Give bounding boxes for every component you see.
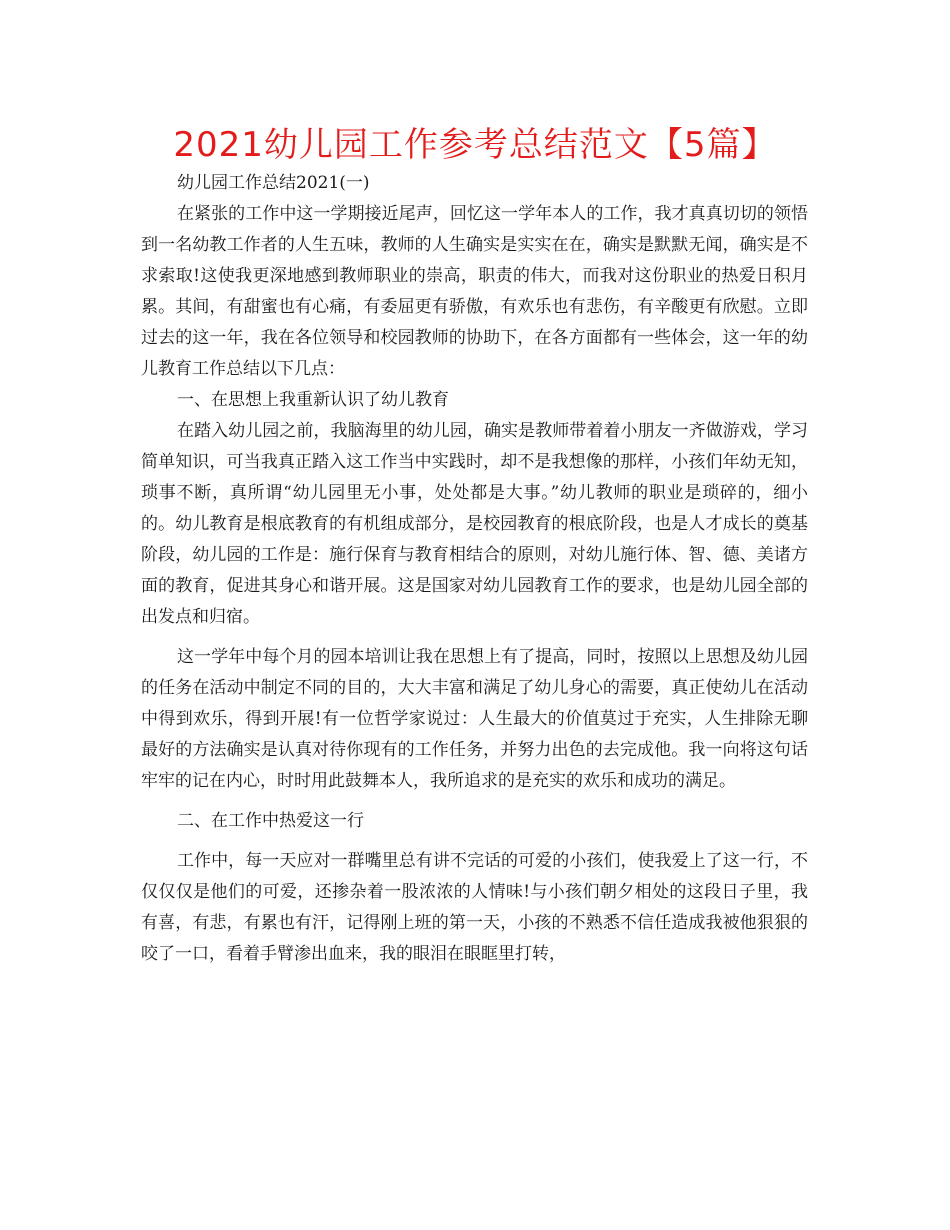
paragraph: 这一学年中每个月的园本培训让我在思想上有了提高，同时，按照以上思想及幼儿园的任务在活动中制定不同的目的，大大丰富和满足了幼儿身心的需要，真正使幼儿在活动中得到欢乐，得到开展!有一位哲学家说过：人生最大的价值莫过于充实，人生排除无聊最好的方法确实是认真对待你现有的工作任务，并努力出色的去完成他。我一向将这句话牢牢的记在内心，时时用此鼓舞本人，我所追求的是充实的欢乐和成功的满足。 [141, 647, 808, 791]
section-heading: 二、在工作中热爱这一行 [177, 811, 364, 831]
section-heading: 一、在思想上我重新认识了幼儿教育 [177, 390, 449, 410]
paragraph: 工作中，每一天应对一群嘴里总有讲不完话的可爱的小孩们，使我爱上了这一行，不仅仅仅是他们的可爱，还掺杂着一股浓浓的人情味!与小孩们朝夕相处的这段日子里，我有喜，有悲，有累也有汗，记得刚上班的第一天，小孩的不熟悉不信任造成我被他狠狠的咬了一口，看着手臂渗出血来，我的眼泪在眼眶里打转， [141, 851, 808, 964]
document-title: 2021幼儿园工作参考总结范文【5篇】 [173, 125, 777, 165]
paragraph: 在紧张的工作中这一学期接近尾声，回忆这一学年本人的工作，我才真真切切的领悟到一名幼教工作者的人生五味，教师的人生确实是实实在在，确实是默默无闻，确实是不求索取!这使我更深地感到教师职业的崇高，职责的伟大，而我对这份职业的热爱日积月累。其间，有甜蜜也有心痛，有委屈更有骄傲，有欢乐也有悲伤，有辛酸更有欣慰。立即过去的这一年，我在各位领导和校园教师的协助下，在各方面都有一些体会，这一年的幼儿教育工作总结以下几点： [141, 204, 808, 379]
document-body [141, 168, 808, 970]
section-heading: 幼儿园工作总结2021(一) [177, 173, 370, 193]
paragraph: 在踏入幼儿园之前，我脑海里的幼儿园，确实是教师带着着小朋友一齐做游戏，学习简单知识，可当我真正踏入这工作当中实践时，却不是我想像的那样，小孩们年幼无知，琐事不断，真所谓“幼儿园里无小事，处处都是大事。”幼儿教师的职业是琐碎的，细小的。幼儿教育是根底教育的有机组成部分，是校园教育的根底阶段，也是人才成长的奠基阶段，幼儿园的工作是：施行保育与教育相结合的原则，对幼儿施行体、智、德、美诸方面的教育，促进其身心和谐开展。这是国家对幼儿园教育工作的要求，也是幼儿园全部的出发点和归宿。 [141, 421, 808, 627]
